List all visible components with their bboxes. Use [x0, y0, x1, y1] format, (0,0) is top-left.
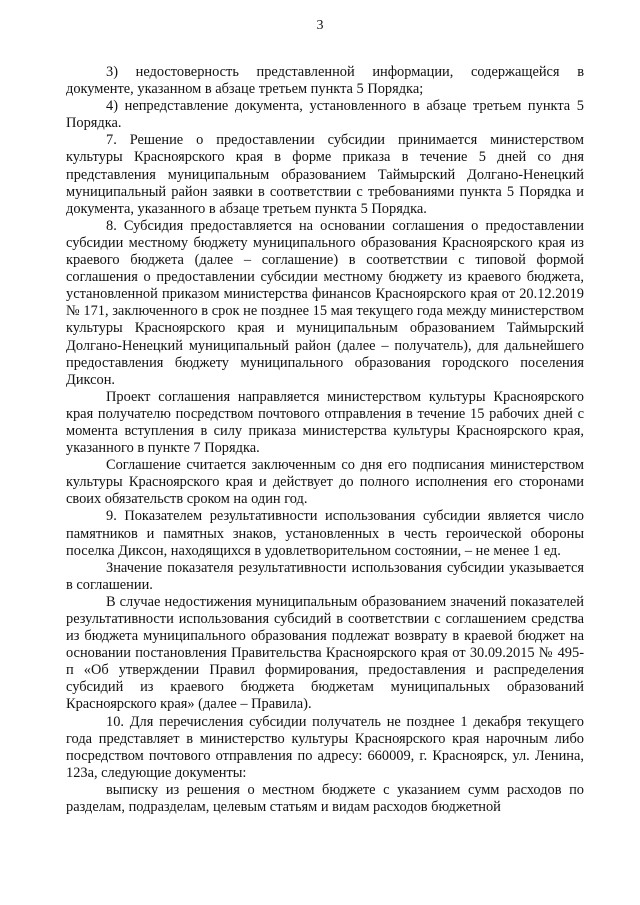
paragraph-budget-extract: выписку из решения о местном бюджете с указанием сумм расходов по разделам, подразделам, целевым статьям и видам расходов бюджетной — [66, 781, 584, 816]
paragraph-non-achievement: В случае недостижения муниципальным образованием значений показателей результативности использования субсидий в соответствии с соглашением средства из бюджета муниципального образования подлежат возврату в краевой бюджет на основании постановления Правительства Красноярского края от 30.09.2015 № 495-п «Об утверждении Правил формирования, предоставления и распределения субсидий из краевого бюджета бюджетам муниципальных образований Красноярского края» (далее – Правила). — [66, 593, 584, 713]
paragraph-agreement-concluded: Соглашение считается заключенным со дня его подписания министерством культуры Красноярского края и действует до полного исполнения его сторонами своих обязательств сроком на один год. — [66, 457, 584, 508]
paragraph-item-3: 3) недостоверность представленной информации, содержащейся в документе, указанном в абзаце третьем пункта 5 Порядка; — [66, 64, 584, 98]
page-number: 3 — [316, 18, 324, 33]
paragraph-9-indicator: 9. Показателем результативности использования субсидии является число памятников и памятных знаков, установленных в честь героической обороны поселка Диксон, находящихся в удовлетворительном состоянии, – не менее 1 ед. — [66, 508, 584, 559]
paragraph-item-4: 4) непредставление документа, установленного в абзаце третьем пункта 5 Порядка. — [66, 98, 584, 132]
paragraph-10-transfer: 10. Для перечисления субсидии получатель не позднее 1 декабря текущего года представляет в министерство культуры Красноярского края нарочным либо посредством почтового отправления по адресу: 660009, г. Красноярск, ул. Ленина, 123а, следующие документы: — [66, 713, 584, 781]
document-body — [66, 64, 584, 816]
paragraph-indicator-value: Значение показателя результативности использования субсидии указывается в соглашении. — [66, 559, 584, 593]
paragraph-agreement-draft: Проект соглашения направляется министерством культуры Красноярского края получателю посредством почтового отправления в течение 15 рабочих дней с момента вступления в силу приказа министерства культуры Красноярского края, указанного в пункте 7 Порядка. — [66, 388, 584, 457]
paragraph-7-decision: 7. Решение о предоставлении субсидии принимается министерством культуры Красноярского края в форме приказа в течение 5 дней со дня представления муниципальным образованием Таймырский Долгано-Ненецкий муниципальный район заявки в соответствии с требованиями пункта 5 Порядка и документа, указанного в абзаце третьем пункта 5 Порядка. — [66, 132, 584, 217]
paragraph-8-agreement: 8. Субсидия предоставляется на основании соглашения о предоставлении субсидии местному бюджету муниципального образования Красноярского края из краевого бюджета (далее – соглашение) в соответствии с типовой формой соглашения о предоставлении субсидии местному бюджету из краевого бюджета, установленной приказом министерства финансов Красноярского края от 20.12.2019 № 171, заключенного в срок не позднее 15 мая текущего года между министерством культуры Красноярского края и муниципальным образованием Таймырский Долгано-Ненецкий муниципальный район (далее – получатель), для дальнейшего предоставления бюджету муниципального образования городского поселения Диксон. — [66, 217, 584, 388]
